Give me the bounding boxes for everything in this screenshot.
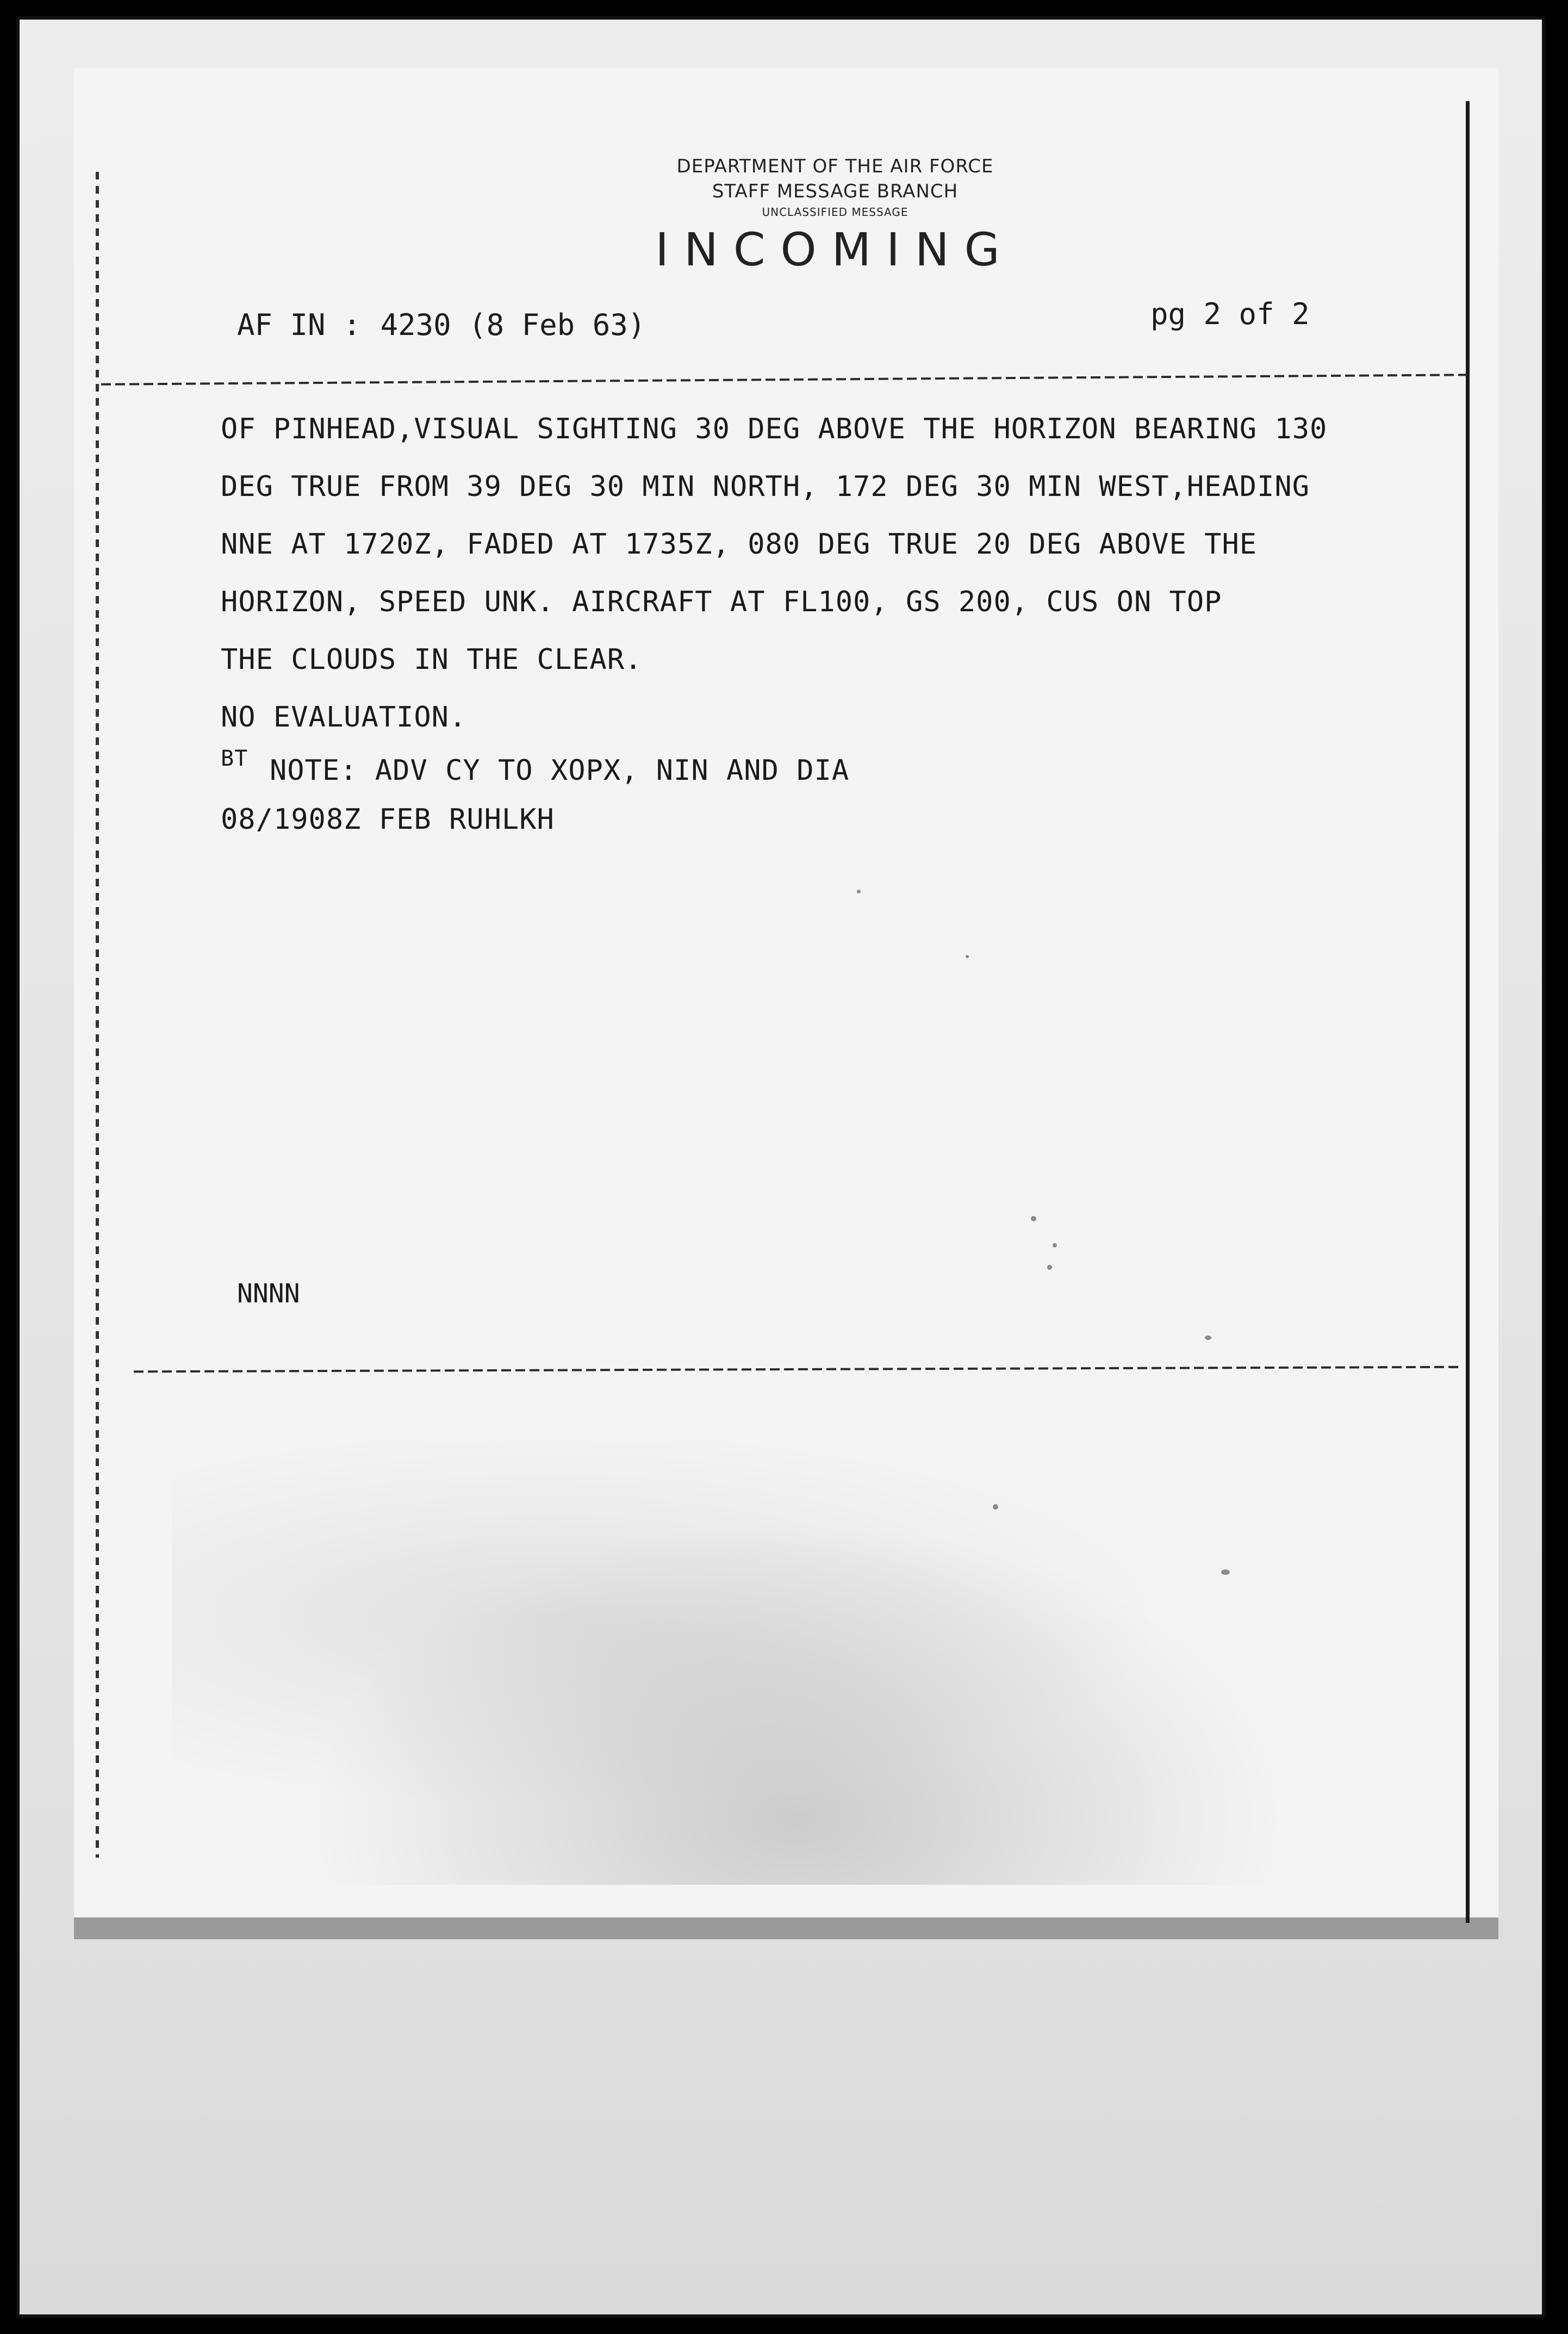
message-body — [221, 400, 1439, 844]
bt-marker: BT — [221, 746, 248, 771]
date-time-group: 08/1908Z FEB RUHLKH — [221, 803, 555, 836]
note-line: NOTE: ADV CY TO XOPX, NIN AND DIA — [270, 754, 850, 787]
bottom-divider — [134, 1366, 1460, 1373]
message-line: HORIZON, SPEED UNK. AIRCRAFT AT FL100, GS 200, CUS ON TOP — [221, 586, 1222, 618]
speckle — [1031, 1216, 1036, 1221]
af-in-label: AF IN : — [237, 308, 361, 342]
message-line: NNE AT 1720Z, FADED AT 1735Z, 080 DEG TRUE 20 DEG ABOVE THE — [221, 528, 1258, 561]
evaluation-line: NO EVALUATION. — [221, 701, 467, 734]
classification-label: UNCLASSIFIED MESSAGE — [762, 206, 909, 219]
message-type-title: INCOMING — [655, 223, 1015, 276]
message-header — [563, 156, 1107, 276]
page-edge-left — [96, 172, 99, 1858]
af-in-value: 4230 (8 Feb 63) — [380, 308, 646, 342]
af-in-reference — [237, 308, 645, 342]
department-title: DEPARTMENT OF THE AIR FORCE — [676, 156, 994, 177]
note-row — [221, 746, 1439, 795]
message-line: DEG TRUE FROM 39 DEG 30 MIN NORTH, 172 DEG 30 MIN WEST,HEADING — [221, 470, 1310, 503]
speckle — [993, 1504, 998, 1510]
end-of-message-marker: NNNN — [237, 1278, 300, 1309]
scan-noise-area — [172, 1439, 1422, 1885]
message-line: OF PINHEAD,VISUAL SIGHTING 30 DEG ABOVE THE HORIZON BEARING 130 — [221, 413, 1328, 445]
speckle — [1053, 1243, 1057, 1247]
speckle — [1221, 1569, 1230, 1575]
message-page — [74, 69, 1498, 1917]
speckle — [1205, 1336, 1211, 1340]
branch-title: STAFF MESSAGE BRANCH — [712, 181, 959, 202]
message-line: THE CLOUDS IN THE CLEAR. — [221, 643, 643, 676]
speckle — [1047, 1265, 1052, 1270]
scan-frame — [16, 16, 1545, 2318]
speckle — [857, 890, 861, 893]
speckle — [966, 955, 969, 958]
page-indicator: pg 2 of 2 — [1150, 297, 1310, 331]
top-divider — [101, 374, 1471, 386]
